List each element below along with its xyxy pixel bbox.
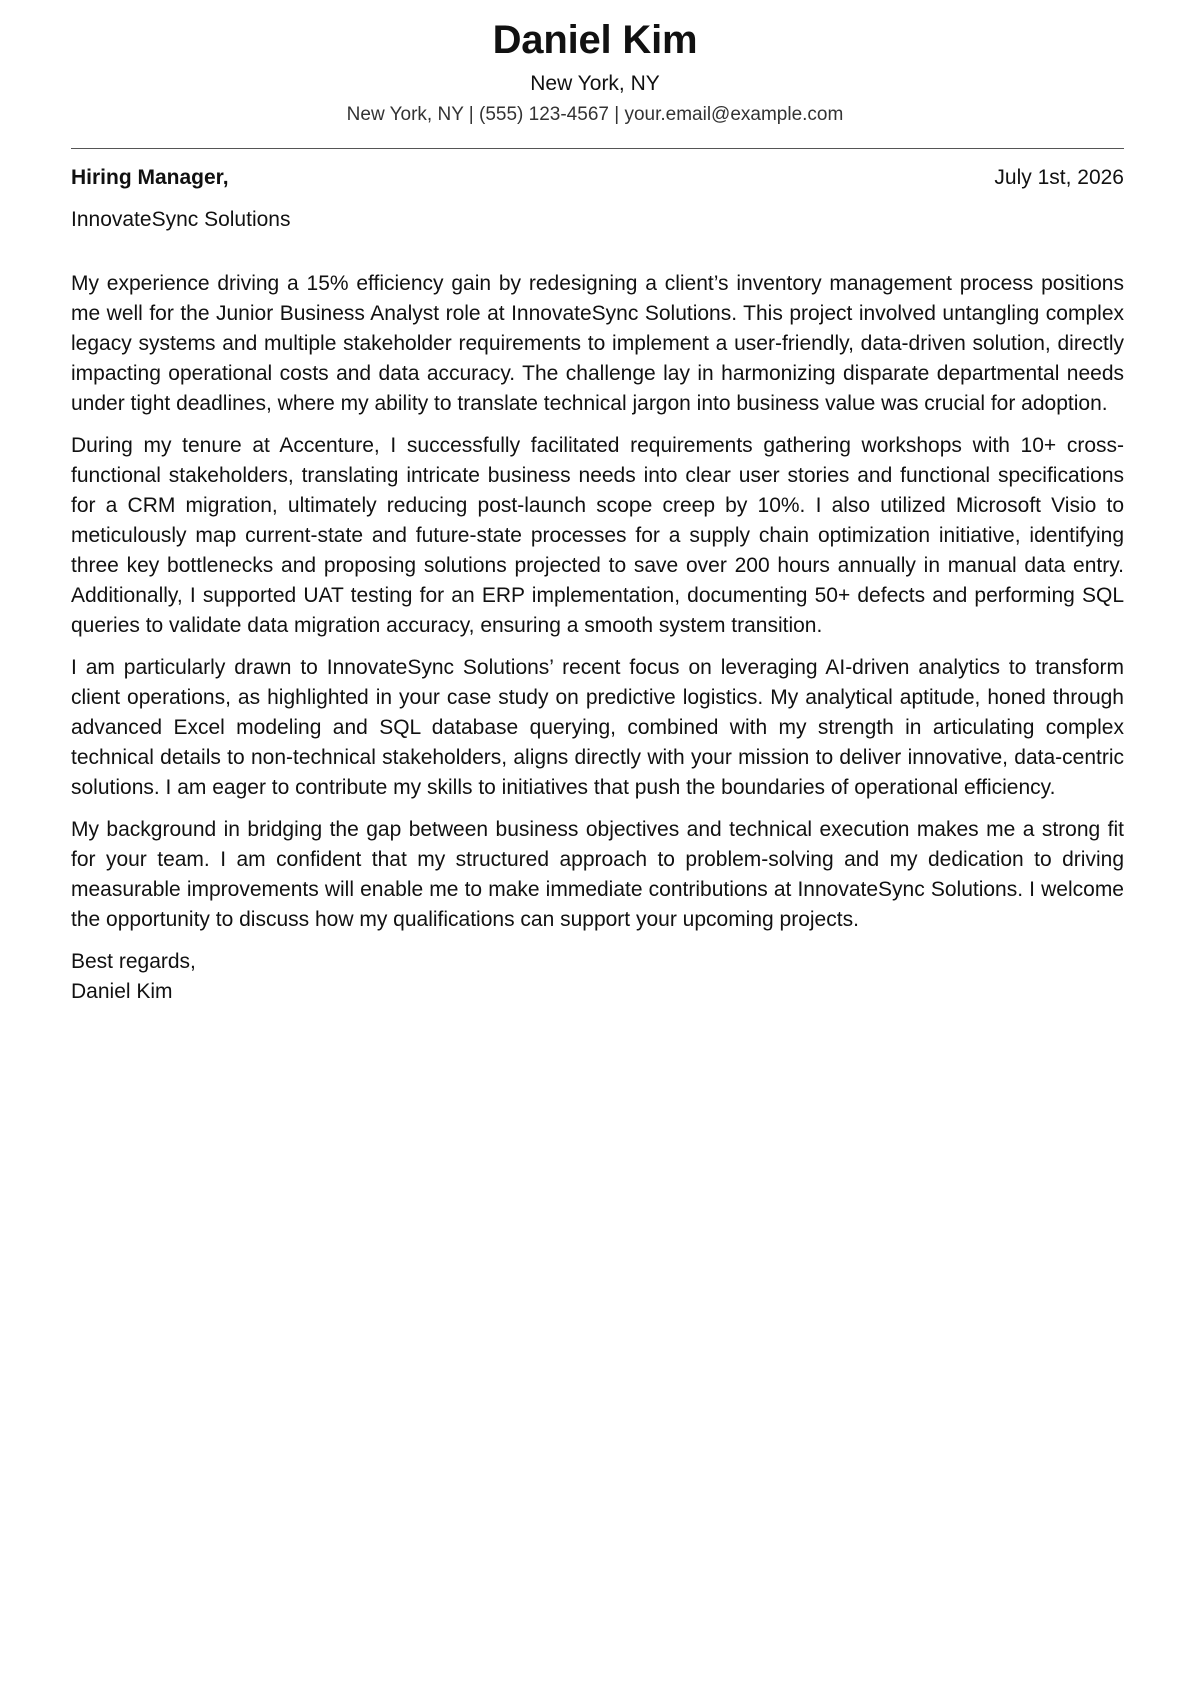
closing-block	[71, 947, 1124, 1007]
paragraph: My experience driving a 15% efficiency gain by redesigning a client’s inventory management process positions me well for the Junior Business Analyst role at InnovateSync Solutions. This project involved untangling complex legacy systems and multiple stakeholder requirements to implement a user-friendly, data-driven solution, directly impacting operational costs and data accuracy. The challenge lay in harmonizing disparate departmental needs under tight deadlines, where my ability to translate technical jargon into business value was crucial for adoption.	[71, 272, 1124, 415]
paragraph: My background in bridging the gap between business objectives and technical execution makes me a strong fit for your team. I am confident that my structured approach to problem-solving and my dedication to driving measurable improvements will enable me to make immediate contributions at InnovateSync Solutions. I welcome the opportunity to discuss how my qualifications can support your upcoming projects.	[71, 818, 1124, 931]
paragraph: I am particularly drawn to InnovateSync Solutions’ recent focus on leveraging AI-driven analytics to transform client operations, as highlighted in your case study on predictive logistics. My analytical aptitude, honed through advanced Excel modeling and SQL database querying, combined with my strength in articulating complex technical details to non-technical stakeholders, aligns directly with your mission to deliver innovative, data-centric solutions. I am eager to contribute my skills to initiatives that push the boundaries of operational efficiency.	[71, 656, 1124, 799]
recipient: Hiring Manager,	[71, 166, 229, 189]
contact-line: New York, NY | (555) 123-4567 | your.email@example.com	[346, 104, 844, 125]
closing-salutation: Best regards,	[71, 950, 196, 973]
recipient-date-row	[71, 163, 1124, 193]
letter-date: July 1st, 2026	[994, 166, 1124, 189]
applicant-location: New York, NY	[530, 72, 660, 95]
paragraph: During my tenure at Accenture, I successfully facilitated requirements gathering workshops with 10+ cross-functional stakeholders, translating intricate business needs into clear user stories and functional specifications for a CRM migration, ultimately reducing post-launch scope creep by 10%. I also utilized Microsoft Visio to meticulously map current-state and future-state processes for a supply chain optimization initiative, identifying three key bottlenecks and proposing solutions projected to save over 200 hours annually in manual data entry. Additionally, I supported UAT testing for an ERP implementation, documenting 50+ defects and performing SQL queries to validate data migration accuracy, ensuring a smooth system transition.	[71, 434, 1124, 637]
signature-name: Daniel Kim	[71, 980, 173, 1003]
letter-header	[0, 14, 1190, 128]
header-divider	[71, 148, 1124, 149]
company-name: InnovateSync Solutions	[71, 208, 291, 231]
letter-content	[71, 163, 1124, 1007]
applicant-name: Daniel Kim	[492, 18, 698, 62]
letter-body	[71, 269, 1124, 935]
